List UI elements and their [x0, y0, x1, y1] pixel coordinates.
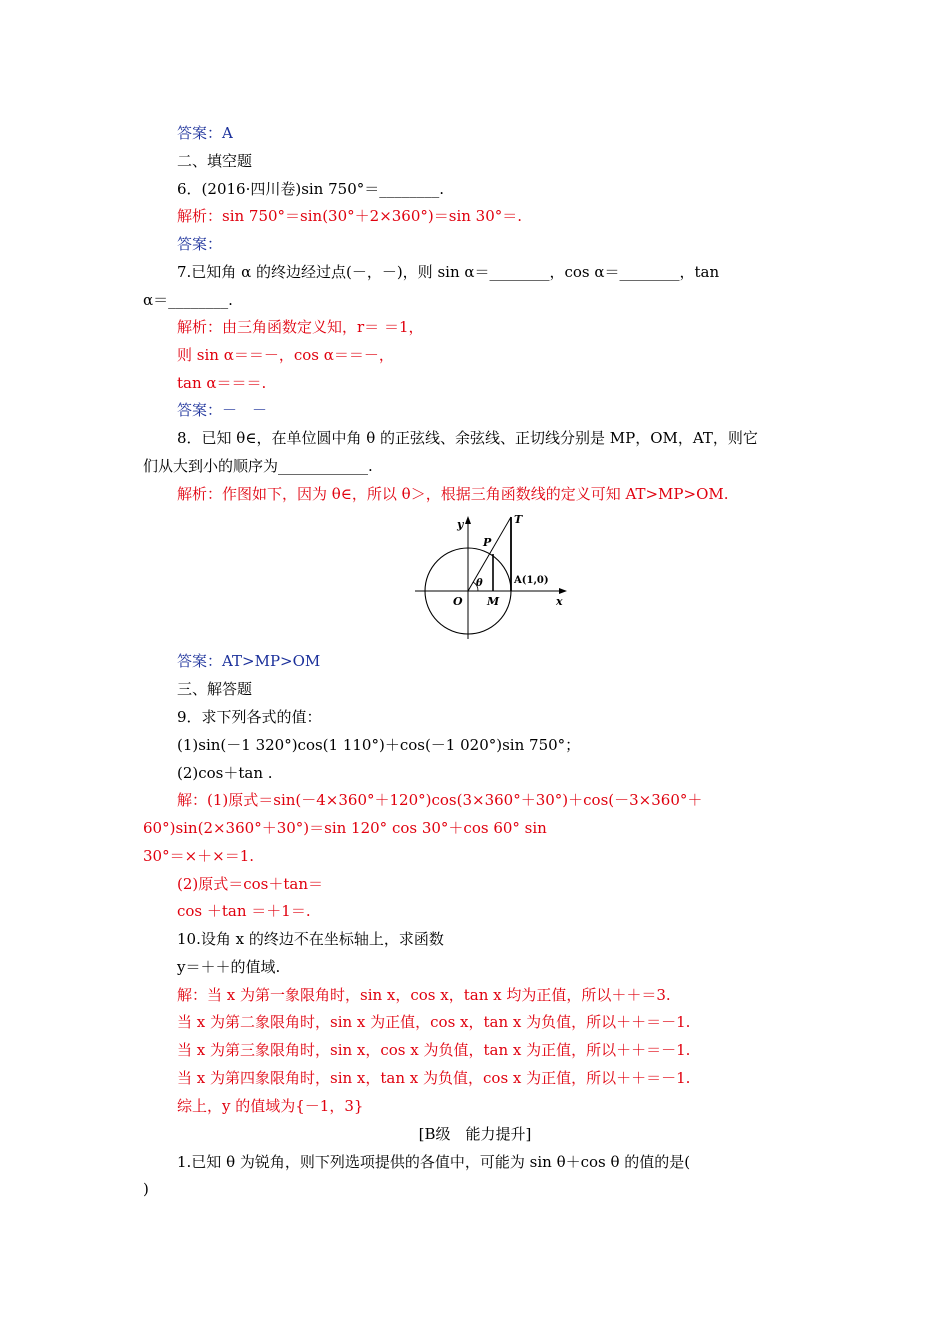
question-b1-line-1: 1.已知 θ 为锐角，则下列选项提供的各值中，可能为 sin θ＋cos θ 的值的是(	[177, 1153, 691, 1171]
question-b1-line-2: )	[143, 1180, 149, 1198]
label-T: T	[514, 513, 523, 526]
solution-9-line-4: (2)原式＝cos＋tan＝	[177, 875, 324, 893]
label-M: M	[487, 595, 500, 608]
label-O: O	[453, 595, 463, 608]
question-7-line-2: α＝________.	[143, 291, 233, 309]
question-10-line-1: 10.设角 x 的终边不在坐标轴上，求函数	[177, 930, 444, 948]
answer-5: 答案：A	[177, 124, 233, 142]
solution-6: 解析：sin 750°＝sin(30°＋2×360°)＝sin 30°＝.	[177, 207, 523, 225]
answer-7: 答案：－ －	[177, 401, 268, 419]
question-8-line-2: 们从大到小的顺序为____________.	[143, 457, 373, 475]
solution-10-line-1: 解：当 x 为第一象限角时，sin x，cos x，tan x 均为正值，所以＋＋＝3.	[177, 986, 671, 1004]
question-8-line-1: 8．已知 θ∈，在单位圆中角 θ 的正弦线、余弦线、正切线分别是 MP，OM，AT，则它	[177, 429, 758, 447]
question-9: 9．求下列各式的值：	[177, 708, 322, 726]
solution-9-line-5: cos ＋tan ＝＋1＝.	[177, 902, 311, 920]
section-solve-title: 三、解答题	[177, 680, 253, 698]
question-7-line-1: 7.已知角 α 的终边经过点(－，－)，则 sin α＝________，cos α＝________，tan	[177, 263, 720, 281]
solution-10-line-5: 综上，y 的值域为{－1，3}	[177, 1097, 364, 1115]
solution-7-line-2: 则 sin α＝＝－，cos α＝＝－，	[177, 346, 394, 364]
solution-7-line-3: tan α＝＝＝.	[177, 374, 267, 392]
solution-7-line-1: 解析：由三角函数定义知，r＝ ＝1，	[177, 318, 424, 336]
unit-circle-figure	[415, 513, 575, 639]
label-theta: θ	[476, 578, 483, 589]
solution-10-line-4: 当 x 为第四象限角时，sin x，tan x 为负值，cos x 为正值，所以＋＋＝－1.	[177, 1069, 691, 1087]
answer-8: 答案：AT>MP>OM	[177, 652, 321, 670]
section-fill-in-title: 二、填空题	[177, 152, 253, 170]
question-9-part-2: (2)cos＋tan .	[177, 764, 273, 782]
question-9-part-1: (1)sin(－1 320°)cos(1 110°)＋cos(－1 020°)sin 750°；	[177, 736, 581, 754]
answer-6: 答案：	[177, 235, 223, 253]
label-A: A(1,0)	[514, 575, 549, 586]
solution-9-line-2: 60°)sin(2×360°＋30°)＝sin 120° cos 30°＋cos 60° sin	[143, 819, 547, 837]
solution-10-line-3: 当 x 为第三象限角时，sin x，cos x 为负值，tan x 为正值，所以＋＋＝－1.	[177, 1041, 691, 1059]
solution-9-line-3: 30°＝×＋×＝1.	[143, 847, 255, 865]
label-P: P	[483, 536, 492, 549]
label-x: x	[556, 595, 563, 608]
question-6: 6．(2016·四川卷)sin 750°＝________.	[177, 180, 445, 198]
solution-8: 解析：作图如下，因为 θ∈，所以 θ＞，根据三角函数线的定义可知 AT>MP>OM.	[177, 485, 729, 503]
section-b-title: [B级 能力提升]	[418, 1125, 532, 1143]
question-10-line-2: y＝＋＋的值域.	[177, 958, 281, 976]
label-y: y	[457, 518, 464, 531]
solution-9-line-1: 解：(1)原式＝sin(－4×360°＋120°)cos(3×360°＋30°)＋cos(－3×360°＋	[177, 791, 703, 809]
solution-10-line-2: 当 x 为第二象限角时，sin x 为正值，cos x，tan x 为负值，所以＋＋＝－1.	[177, 1013, 691, 1031]
